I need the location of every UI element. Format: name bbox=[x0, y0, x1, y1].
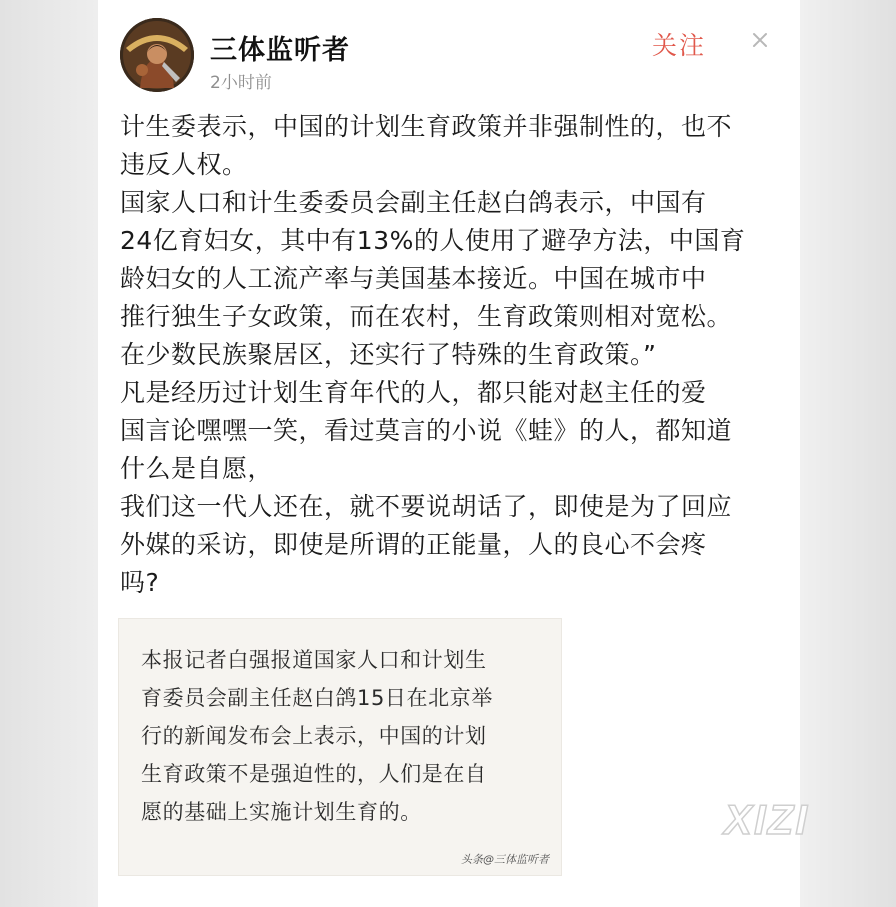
post-line: 国言论嘿嘿一笑，看过莫言的小说《蛙》的人，都知道 bbox=[120, 416, 733, 445]
quote-line: 愿的基础上实施计划生育的。 bbox=[141, 800, 422, 824]
post-card bbox=[98, 0, 800, 907]
avatar-badge-icon bbox=[120, 18, 194, 92]
post-line: 24亿育妇女，其中有13%的人使用了避孕方法，中国育 bbox=[120, 226, 746, 255]
post-line: 外媒的采访，即使是所谓的正能量，人的良心不会疼 bbox=[120, 530, 707, 559]
post-line: 国家人口和计生委委员会副主任赵白鸽表示，中国有 bbox=[120, 188, 707, 217]
image-watermark: 头条@三体监听者 bbox=[461, 853, 549, 866]
right-margin bbox=[800, 0, 896, 907]
post-line: 在少数民族聚居区，还实行了特殊的生育政策。” bbox=[120, 340, 657, 369]
post-line: 什么是自愿， bbox=[120, 454, 274, 483]
post-line: 推行独生子女政策，而在农村，生育政策则相对宽松。 bbox=[120, 302, 733, 331]
left-margin bbox=[0, 0, 98, 907]
post-line: 我们这一代人还在，就不要说胡话了，即使是为了回应 bbox=[120, 492, 733, 521]
post-line: 凡是经历过计划生育年代的人，都只能对赵主任的爱 bbox=[120, 378, 707, 407]
quoted-news-image[interactable] bbox=[118, 618, 562, 876]
post-line: 龄妇女的人工流产率与美国基本接近。中国在城市中 bbox=[120, 264, 707, 293]
close-icon[interactable] bbox=[748, 28, 772, 52]
post-body bbox=[120, 108, 786, 602]
quote-line: 行的新闻发布会上表示，中国的计划 bbox=[141, 724, 487, 748]
post-line: 违反人权。 bbox=[120, 150, 248, 179]
avatar[interactable] bbox=[120, 18, 194, 92]
post-time: 2小时前 bbox=[210, 73, 272, 93]
quoted-text bbox=[141, 641, 546, 831]
quote-line: 本报记者白强报道国家人口和计划生 bbox=[141, 648, 487, 672]
quote-line: 生育政策不是强迫性的，人们是在自 bbox=[141, 762, 487, 786]
quote-line: 育委员会副主任赵白鸽15日在北京举 bbox=[141, 686, 493, 710]
author-name[interactable]: 三体监听者 bbox=[210, 35, 350, 66]
follow-button[interactable]: 关注 bbox=[652, 31, 707, 60]
post-line: 计生委表示，中国的计划生育政策并非强制性的，也不 bbox=[120, 112, 733, 141]
post-line: 吗? bbox=[120, 568, 160, 597]
site-watermark: XIZI bbox=[724, 796, 810, 843]
